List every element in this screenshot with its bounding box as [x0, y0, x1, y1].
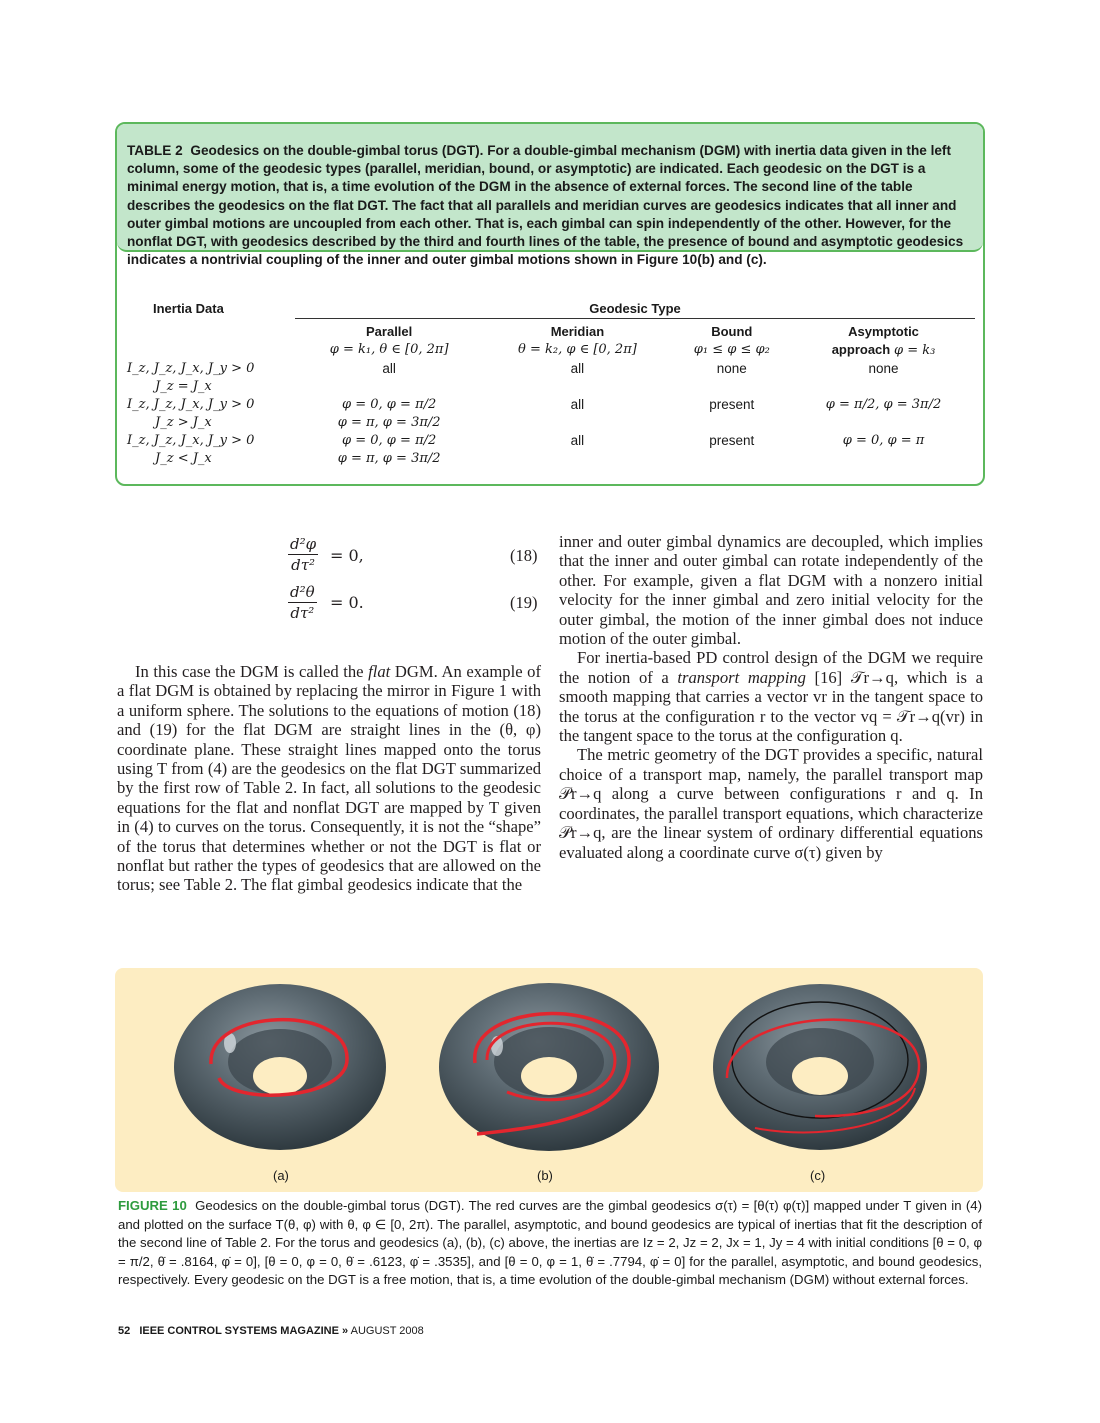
- table-label: TABLE 2: [127, 143, 183, 158]
- torus-c: [713, 984, 927, 1150]
- right-column: [559, 532, 983, 862]
- right-paragraph-2: For inertia-based PD control design of the DGM we require the notion of a transport mapping [16] 𝒯r→q, which is a smooth mapping that carries a vector vr in the tangent space to the torus at the configuration r to the vector vq = 𝒯r→q(vr) in the tangent space to the torus at the configuration q.: [559, 648, 983, 746]
- page-footer: [118, 1325, 424, 1337]
- figure-caption-text: Geodesics on the double-gimbal torus (DGT). The red curves are the gimbal geodesics σ(τ) = [θ(τ) φ(τ)] mapped under T given in (4) and plotted on the surface T(θ, φ) with θ, φ ∈ [0, 2π). The parallel, asymptotic, and bound geodesics are typical of inertias that fit the description of the second line of Table 2. For the torus and geodesics (a), (b), (c) above, the inertias are Iz = 2, Jz = 2, Jx = 1, Jy = 4 with initial conditions [θ = 0, φ = π/2, θ̇ = .8164, φ̇ = 0], [θ = 0, φ = 0, θ̇ = .6123, φ̇ = .3535], and [θ = 0, φ = 1, θ̇ = .7794, φ̇ = 0] for the parallel, asymptotic, and bound geodesics, respectively. Every geodesic on the DGT is a free motion, that is, a time evolution of the double-gimbal mechanism (DGM) without external forces.: [118, 1198, 982, 1288]
- subheader-parallel: Parallel: [366, 324, 413, 339]
- right-paragraph-3: The metric geometry of the DGT provides a specific, natural choice of a transport map, namely, the parallel transport map 𝒫r→q along a curve between configurations r and q. In coordinates, the parallel transport equations, which characterize 𝒫r→q, are the linear system of ordinary differential equations evaluated along a coordinate curve σ(τ) given by: [559, 745, 983, 862]
- equation-18-fraction: $\frac{\text{d²φ}}{\text{dτ²}}$: [290, 535, 317, 574]
- equation-18-rhs: = 0,: [330, 546, 364, 565]
- geodesic-table: [125, 300, 975, 468]
- footer-separator: »: [342, 1325, 349, 1337]
- panel-label-b: (b): [537, 1168, 553, 1183]
- torus-figures: [115, 968, 983, 1192]
- table-row: I_z, J_z, J_x, J_y > 0 all all none none: [127, 361, 899, 376]
- issue-date: AUGUST 2008: [350, 1325, 424, 1337]
- left-column: [117, 662, 541, 895]
- table-caption-text: Geodesics on the double-gimbal torus (DGT). For a double-gimbal mechanism (DGM) with inertia data given in the left column, some of the geodesic types (parallel, meridian, bound, or asymptotic) are indicated. Each geodesic on the DGT is a minimal energy motion, that is, a time evolution of the DGM in the absence of external forces. The second line of the table describes the geodesics on the flat DGT. The fact that all parallels and meridian curves are geodesics indicates that all inner and outer gimbal motions are uncoupled from each other. That is, each gimbal can spin independently of the other. However, for the nonflat DGT, with geodesics described by the third and fourth lines of the table, the presence of bound and asymptotic geodesics indicates a nontrivial coupling of the inner and outer gimbal motions shown in Figure 10(b) and (c).: [127, 143, 964, 268]
- cond-meridian: θ = k₂, φ ∈ [0, 2π]: [518, 342, 637, 357]
- equation-18-number: (18): [510, 546, 538, 565]
- panel-label-c: (c): [810, 1168, 826, 1183]
- figure-label: FIGURE 10: [118, 1198, 187, 1213]
- magazine-name: IEEE CONTROL SYSTEMS MAGAZINE: [139, 1325, 339, 1337]
- figure-caption: [118, 1197, 982, 1290]
- table-2-box: [115, 122, 985, 486]
- equation-19-fraction: $\frac{\text{d²θ}}{\text{dτ²}}$: [290, 583, 315, 622]
- equation-19-rhs: = 0.: [330, 593, 364, 612]
- equation-19-number: (19): [510, 593, 538, 612]
- cond-parallel: φ = k₁, θ ∈ [0, 2π]: [329, 342, 449, 357]
- header-geodesic-type: Geodesic Type: [295, 300, 975, 319]
- table-row: I_z, J_z, J_x, J_y > 0 φ = 0, φ = π/2 all present φ = π/2, φ = 3π/2: [127, 397, 942, 412]
- table-row: J_z > J_x φ = π, φ = 3π/2: [155, 415, 441, 430]
- header-inertia-data: Inertia Data: [153, 301, 224, 316]
- cond-asymptotic: approach φ = k₃: [831, 342, 936, 358]
- panel-label-a: (a): [273, 1168, 289, 1183]
- torus-a: [174, 984, 386, 1150]
- subheader-meridian: Meridian: [550, 324, 605, 339]
- right-paragraph-1: inner and outer gimbal dynamics are decoupled, which implies that the inner and outer gimbal can rotate independently of the other. For example, given a flat DGM with a nonzero initial velocity for the inner gimbal and zero initial velocity for the outer gimbal, the motion of the inner gimbal does not induce motion of the outer gimbal.: [559, 532, 983, 649]
- torus-b: [439, 983, 659, 1151]
- table-row: I_z, J_z, J_x, J_y > 0 φ = 0, φ = π/2 all present φ = 0, φ = π: [127, 433, 925, 448]
- subheader-bound: Bound: [711, 324, 753, 339]
- table-row: J_z < J_x φ = π, φ = 3π/2: [155, 451, 441, 466]
- page-number: 52: [118, 1325, 131, 1337]
- left-paragraph: In this case the DGM is called the flat DGM. An example of a flat DGM is obtained by replacing the mirror in Figure 1 with a uniform sphere. The solutions to the equations of motion (18) and (19) for the flat DGM are straight lines in the (θ, φ) coordinate plane. These straight lines mapped onto the torus using T from (4) are the geodesics on the flat DGT summarized by the first row of Table 2. In fact, all solutions to the geodesic equations for the flat and nonflat DGT are mapped by T given in (4) to curves on the torus. Consequently, it is not the “shape” of the torus that determines whether or not the DGT is flat or nonflat but rather the types of geodesics that are allowed on the torus; see Table 2. The flat gimbal geodesics indicate that the: [117, 662, 541, 895]
- table-caption: [117, 124, 983, 268]
- subheader-asymptotic: Asymptotic: [848, 324, 919, 339]
- cond-bound: φ₁ ≤ φ ≤ φ₂: [693, 342, 770, 357]
- table-row: J_z = J_x: [155, 379, 212, 394]
